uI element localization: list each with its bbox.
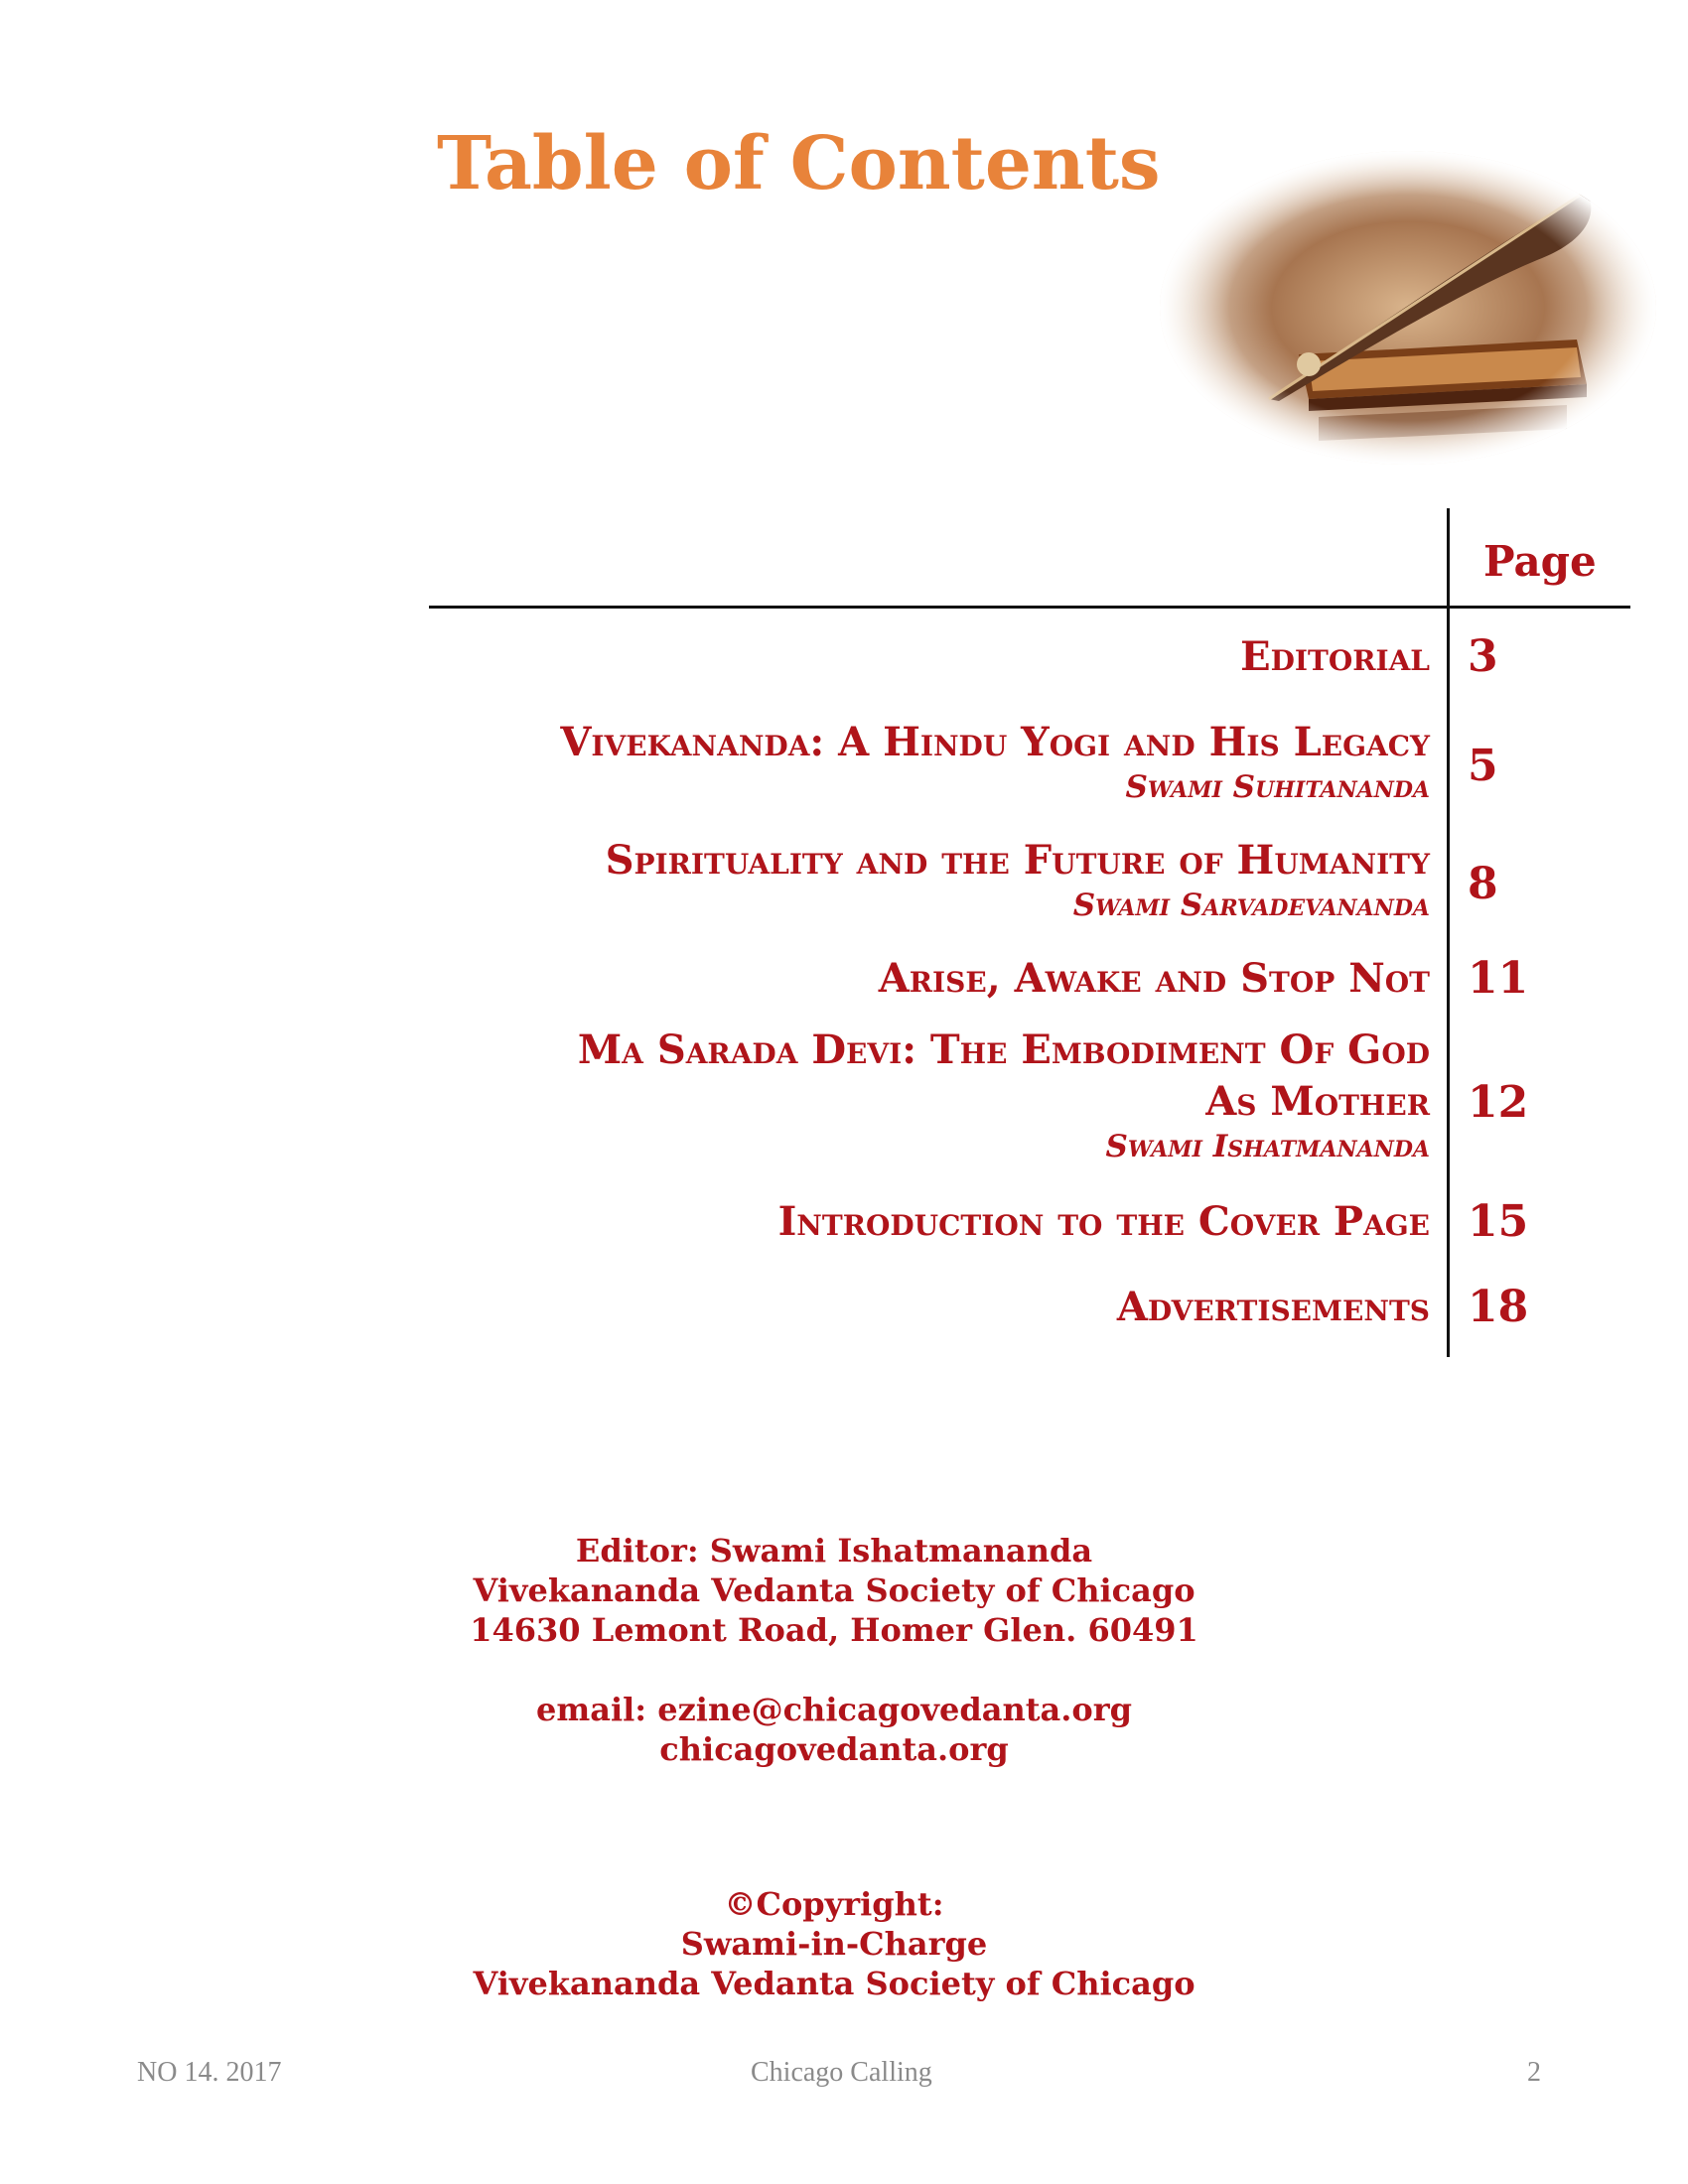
toc-entry[interactable] xyxy=(879,953,1430,1005)
toc-entry-title: Advertisements xyxy=(1116,1284,1430,1330)
toc-entry-page: 11 xyxy=(1468,953,1529,1004)
copyright-block xyxy=(447,1884,1221,2003)
toc-entry-title: Vivekananda: A Hindu Yogi and His Legacy xyxy=(560,719,1430,765)
footer-page-number: 2 xyxy=(1527,2057,1541,2088)
toc-entry-title-continued: As Mother xyxy=(1205,1078,1430,1125)
toc-entry-title: Ma Sarada Devi: The Embodiment Of God xyxy=(577,1026,1430,1073)
toc-entry-page: 8 xyxy=(1468,859,1498,909)
quill-book-image xyxy=(1160,151,1656,465)
toc-entry[interactable] xyxy=(560,717,1430,806)
editor-name: Editor: Swami Ishatmananda xyxy=(575,1532,1093,1570)
toc-entry-page: 18 xyxy=(1468,1282,1529,1332)
toc-entry[interactable] xyxy=(1240,631,1430,683)
toc-entry-page: 5 xyxy=(1468,741,1498,791)
toc-entry-title: Arise, Awake and Stop Not xyxy=(878,955,1430,1002)
toc-entry-author: Swami Sarvadevananda xyxy=(1072,887,1430,923)
toc-entry[interactable] xyxy=(1117,1282,1430,1333)
website-link[interactable]: chicagovedanta.org xyxy=(659,1730,1009,1768)
email-link[interactable]: email: ezine@chicagovedanta.org xyxy=(536,1691,1132,1728)
toc-entry-author: Swami Ishatmananda xyxy=(1105,1129,1430,1164)
toc-entry-page: 3 xyxy=(1468,631,1498,682)
toc-entry-page: 12 xyxy=(1468,1077,1529,1128)
toc-entry[interactable] xyxy=(578,1024,1430,1165)
organization-address: 14630 Lemont Road, Homer Glen. 60491 xyxy=(470,1611,1198,1649)
toc-entry-title: Editorial xyxy=(1240,633,1430,680)
organization-name: Vivekananda Vedanta Society of Chicago xyxy=(473,1571,1196,1609)
copyright-holder: Swami-in-Charge xyxy=(680,1925,988,1963)
toc-header-rule xyxy=(429,606,1630,609)
toc-entry-page: 15 xyxy=(1468,1196,1529,1247)
footer-publication: Chicago Calling xyxy=(751,2057,932,2088)
page-title: Table of Contents xyxy=(437,121,1161,206)
toc-entry-title: Introduction to the Cover Page xyxy=(777,1198,1430,1245)
copyright-organization: Vivekananda Vedanta Society of Chicago xyxy=(473,1965,1196,2002)
toc-entry[interactable] xyxy=(778,1196,1430,1248)
toc-entry[interactable] xyxy=(606,835,1430,924)
page-column-header: Page xyxy=(1483,537,1597,586)
footer-issue: NO 14. 2017 xyxy=(137,2057,282,2088)
editor-info xyxy=(447,1531,1221,1769)
toc-entry-author: Swami Suhitananda xyxy=(1125,769,1430,805)
toc-vertical-rule xyxy=(1447,508,1450,1357)
toc-entry-title: Spirituality and the Future of Humanity xyxy=(605,837,1430,884)
copyright-heading: ©Copyright: xyxy=(724,1885,944,1923)
